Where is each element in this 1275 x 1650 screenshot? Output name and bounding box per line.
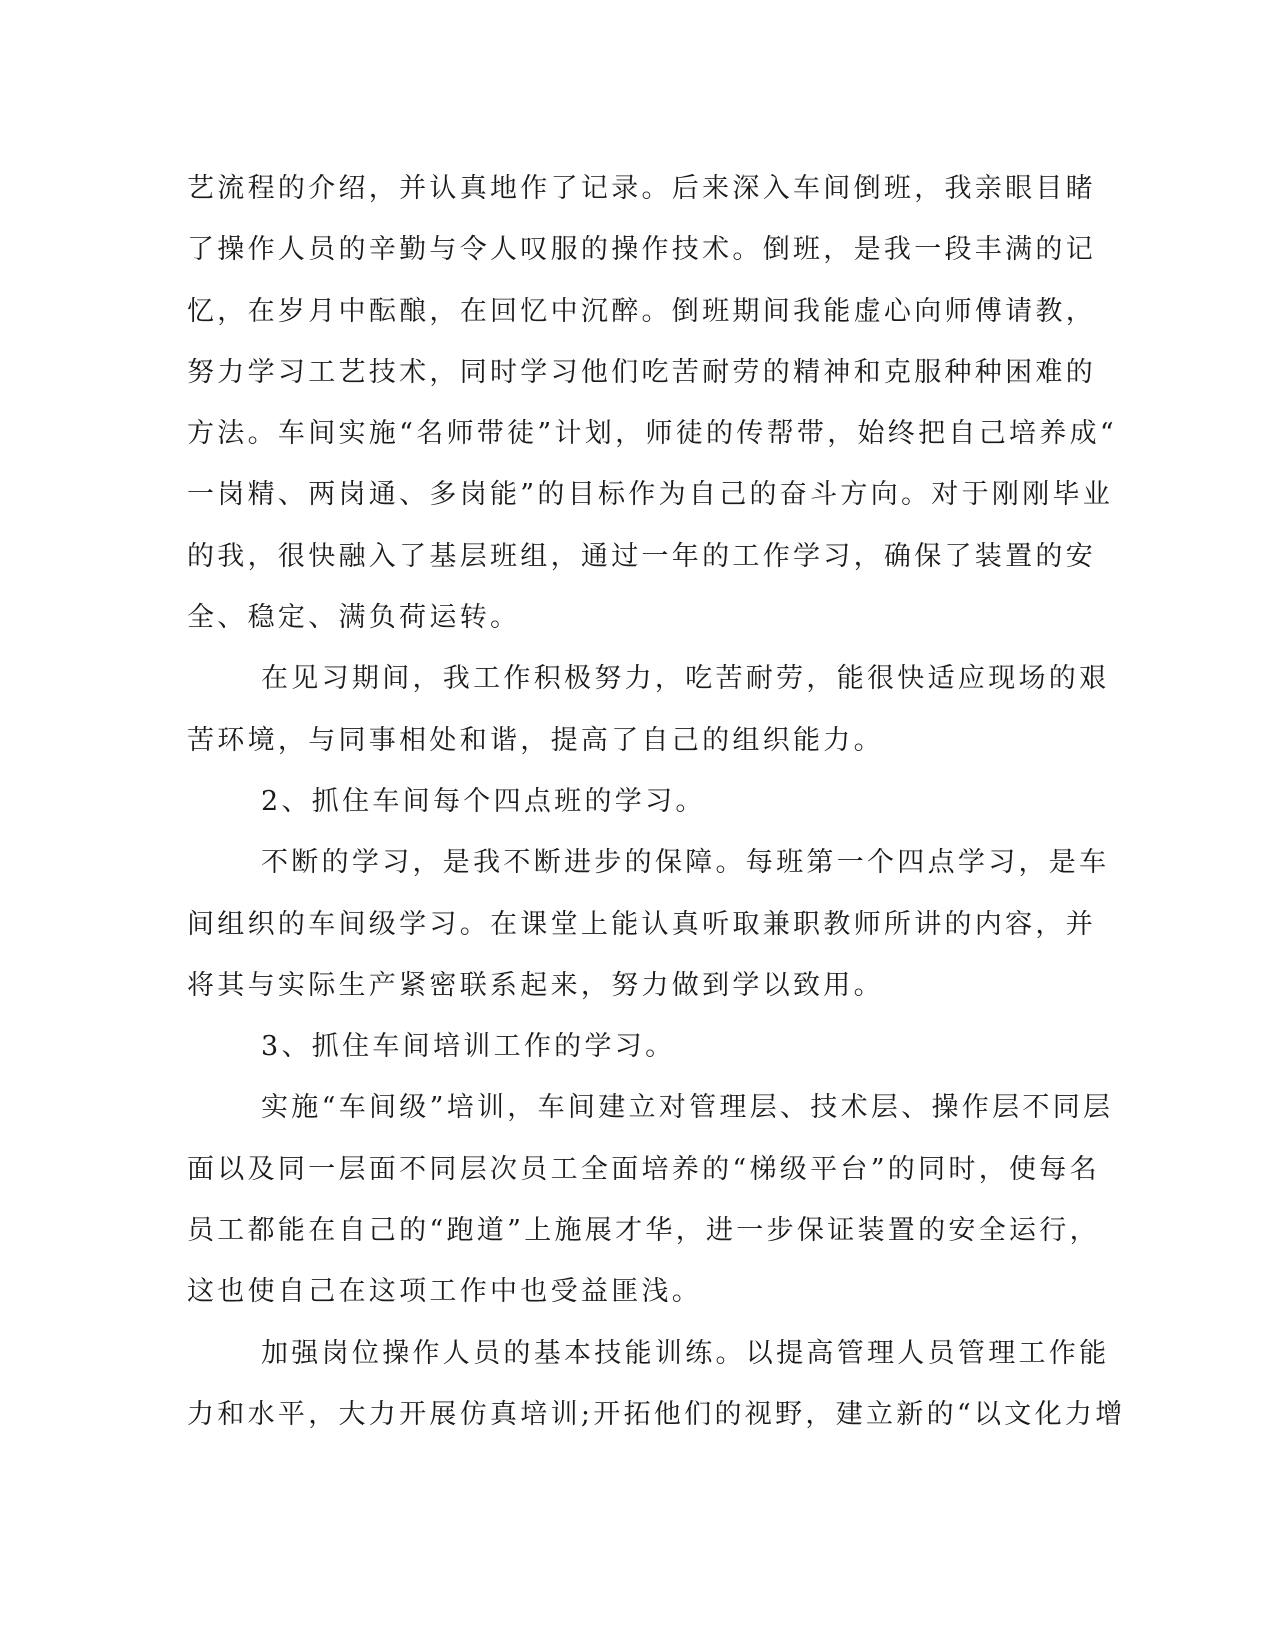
paragraph-start-line: 加强岗位操作人员的基本技能训练。以提高管理人员管理工作能 — [261, 1337, 1110, 1369]
paragraph-start-line: 实施“车间级”培训，车间建立对管理层、技术层、操作层不同层 — [261, 1092, 1114, 1124]
text-line: 的我，很快融入了基层班组，通过一年的工作学习，确保了装置的安 — [187, 540, 1096, 572]
section-heading-3: 3、抓住车间培训工作的学习。 — [261, 1031, 676, 1063]
text-line: 将其与实际生产紧密联系起来，努力做到学以致用。 — [187, 969, 884, 1001]
paragraph-start-line: 在见习期间，我工作积极努力，吃苦耐劳，能很快适应现场的艰 — [261, 663, 1110, 695]
text-line: 一岗精、两岗通、多岗能”的目标作为自己的奋斗方向。对于刚刚毕业 — [187, 479, 1114, 511]
text-line: 了操作人员的辛勤与令人叹服的操作技术。倒班，是我一段丰满的记 — [187, 234, 1096, 266]
text-line: 方法。车间实施“名师带徒”计划，师徒的传帮带，始终把自己培养成“ — [187, 418, 1118, 450]
text-line: 面以及同一层面不同层次员工全面培养的“梯级平台”的同时，使每名 — [187, 1153, 1100, 1185]
text-line: 这也使自己在这项工作中也受益匪浅。 — [187, 1276, 703, 1308]
text-line: 间组织的车间级学习。在课堂上能认真听取兼职教师所讲的内容，并 — [187, 908, 1096, 940]
paragraph-start-line: 不断的学习，是我不断进步的保障。每班第一个四点学习，是车 — [261, 847, 1110, 879]
text-line: 全、稳定、满负荷运转。 — [187, 602, 521, 634]
text-line: 努力学习工艺技术，同时学习他们吃苦耐劳的精神和克服种种困难的 — [187, 356, 1096, 388]
text-line: 苦环境，与同事相处和谐，提高了自己的组织能力。 — [187, 724, 884, 756]
text-line: 员工都能在自己的“跑道”上施展才华，进一步保证装置的安全运行， — [187, 1215, 1100, 1247]
section-heading-2: 2、抓住车间每个四点班的学习。 — [261, 785, 706, 817]
text-line: 忆，在岁月中酝酿，在回忆中沉醉。倒班期间我能虚心向师傅请教， — [187, 295, 1096, 327]
text-line: 力和水平，大力开展仿真培训;开拓他们的视野，建立新的“以文化力增 — [187, 1398, 1126, 1430]
text-line: 艺流程的介绍，并认真地作了记录。后来深入车间倒班，我亲眼目睹 — [187, 173, 1096, 204]
document-body — [187, 158, 1126, 1445]
